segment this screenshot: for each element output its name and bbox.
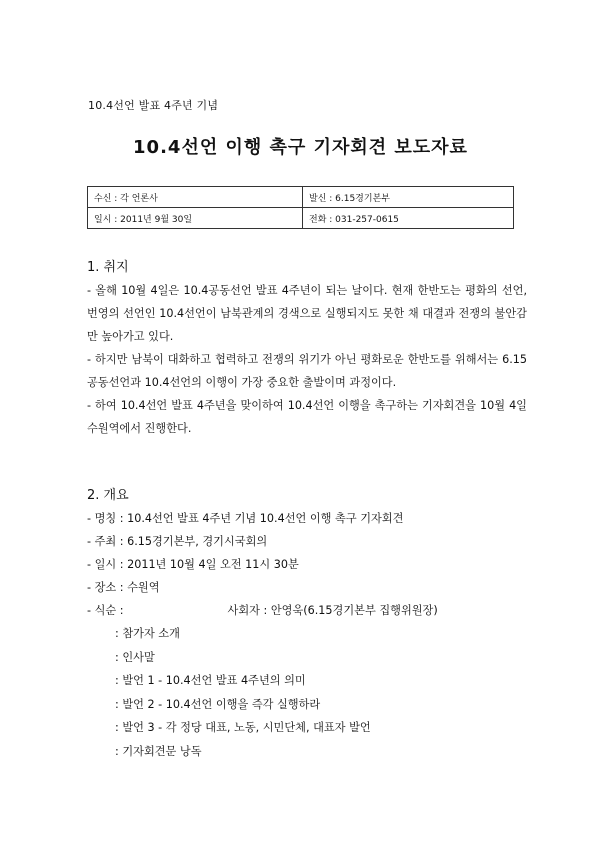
section-purpose xyxy=(87,256,527,440)
header-line: 10.4선언 발표 4주년 기념 xyxy=(88,99,219,112)
table-row xyxy=(88,187,514,208)
sender-cell: 발신 : 6.15경기본부 xyxy=(303,187,514,208)
phone-cell: 전화 : 031-257-0615 xyxy=(303,208,514,229)
list-item: - 주최 : 6.15경기본부, 경기시국회의 xyxy=(87,535,268,548)
date-cell: 일시 : 2011년 9월 30일 xyxy=(88,208,303,229)
table-row xyxy=(88,208,514,229)
paragraph: - 하여 10.4선언 발표 4주년을 맞이하여 10.4선언 이행을 촉구하는 기자회견을 10월 4일 수원역에서 진행한다. xyxy=(87,399,527,435)
program-item: : 참가자 소개 xyxy=(115,627,180,640)
paragraph: - 올해 10월 4일은 10.4공동선언 발표 4주년이 되는 날이다. 현재 한반도는 평화의 선언, 번영의 선언인 10.4선언이 남북관계의 경색으로 실행되지도 못한 채 대결과 전쟁의 불안감만 높아가고 있다. xyxy=(87,284,527,343)
ceremony-line xyxy=(87,599,527,622)
ceremony-label: - 식순 : xyxy=(87,604,124,617)
section-heading: 1. 취지 xyxy=(87,260,129,275)
section-heading: 2. 개요 xyxy=(87,488,129,503)
list-item: - 일시 : 2011년 10월 4일 오전 11시 30분 xyxy=(87,558,299,571)
paragraph: - 하지만 남북이 대화하고 협력하고 전쟁의 위기가 아닌 평화로운 한반도를 위해서는 6.15공동선언과 10.4선언의 이행이 가장 중요한 출발이며 과정이다. xyxy=(87,353,527,389)
program-item: : 기자회견문 낭독 xyxy=(115,744,202,758)
program-item: : 발언 2 - 10.4선언 이행을 즉각 실행하라 xyxy=(115,697,321,711)
list-item: - 장소 : 수원역 xyxy=(87,581,160,594)
document-title: 10.4선언 이행 촉구 기자회견 보도자료 xyxy=(133,137,468,158)
list-item: - 명칭 : 10.4선언 발표 4주년 기념 10.4선언 이행 촉구 기자회견 xyxy=(87,512,404,525)
program-item: : 발언 3 - 각 정당 대표, 노동, 시민단체, 대표자 발언 xyxy=(115,721,371,735)
program-item: : 발언 1 - 10.4선언 발표 4주년의 의미 xyxy=(115,674,306,688)
section-overview xyxy=(87,484,527,764)
info-table xyxy=(87,186,514,229)
recipient-cell: 수신 : 각 언론사 xyxy=(88,187,303,208)
program-item: : 인사말 xyxy=(115,650,155,664)
ceremony-host: 사회자 : 안영욱(6.15경기본부 집행위원장) xyxy=(227,604,438,617)
